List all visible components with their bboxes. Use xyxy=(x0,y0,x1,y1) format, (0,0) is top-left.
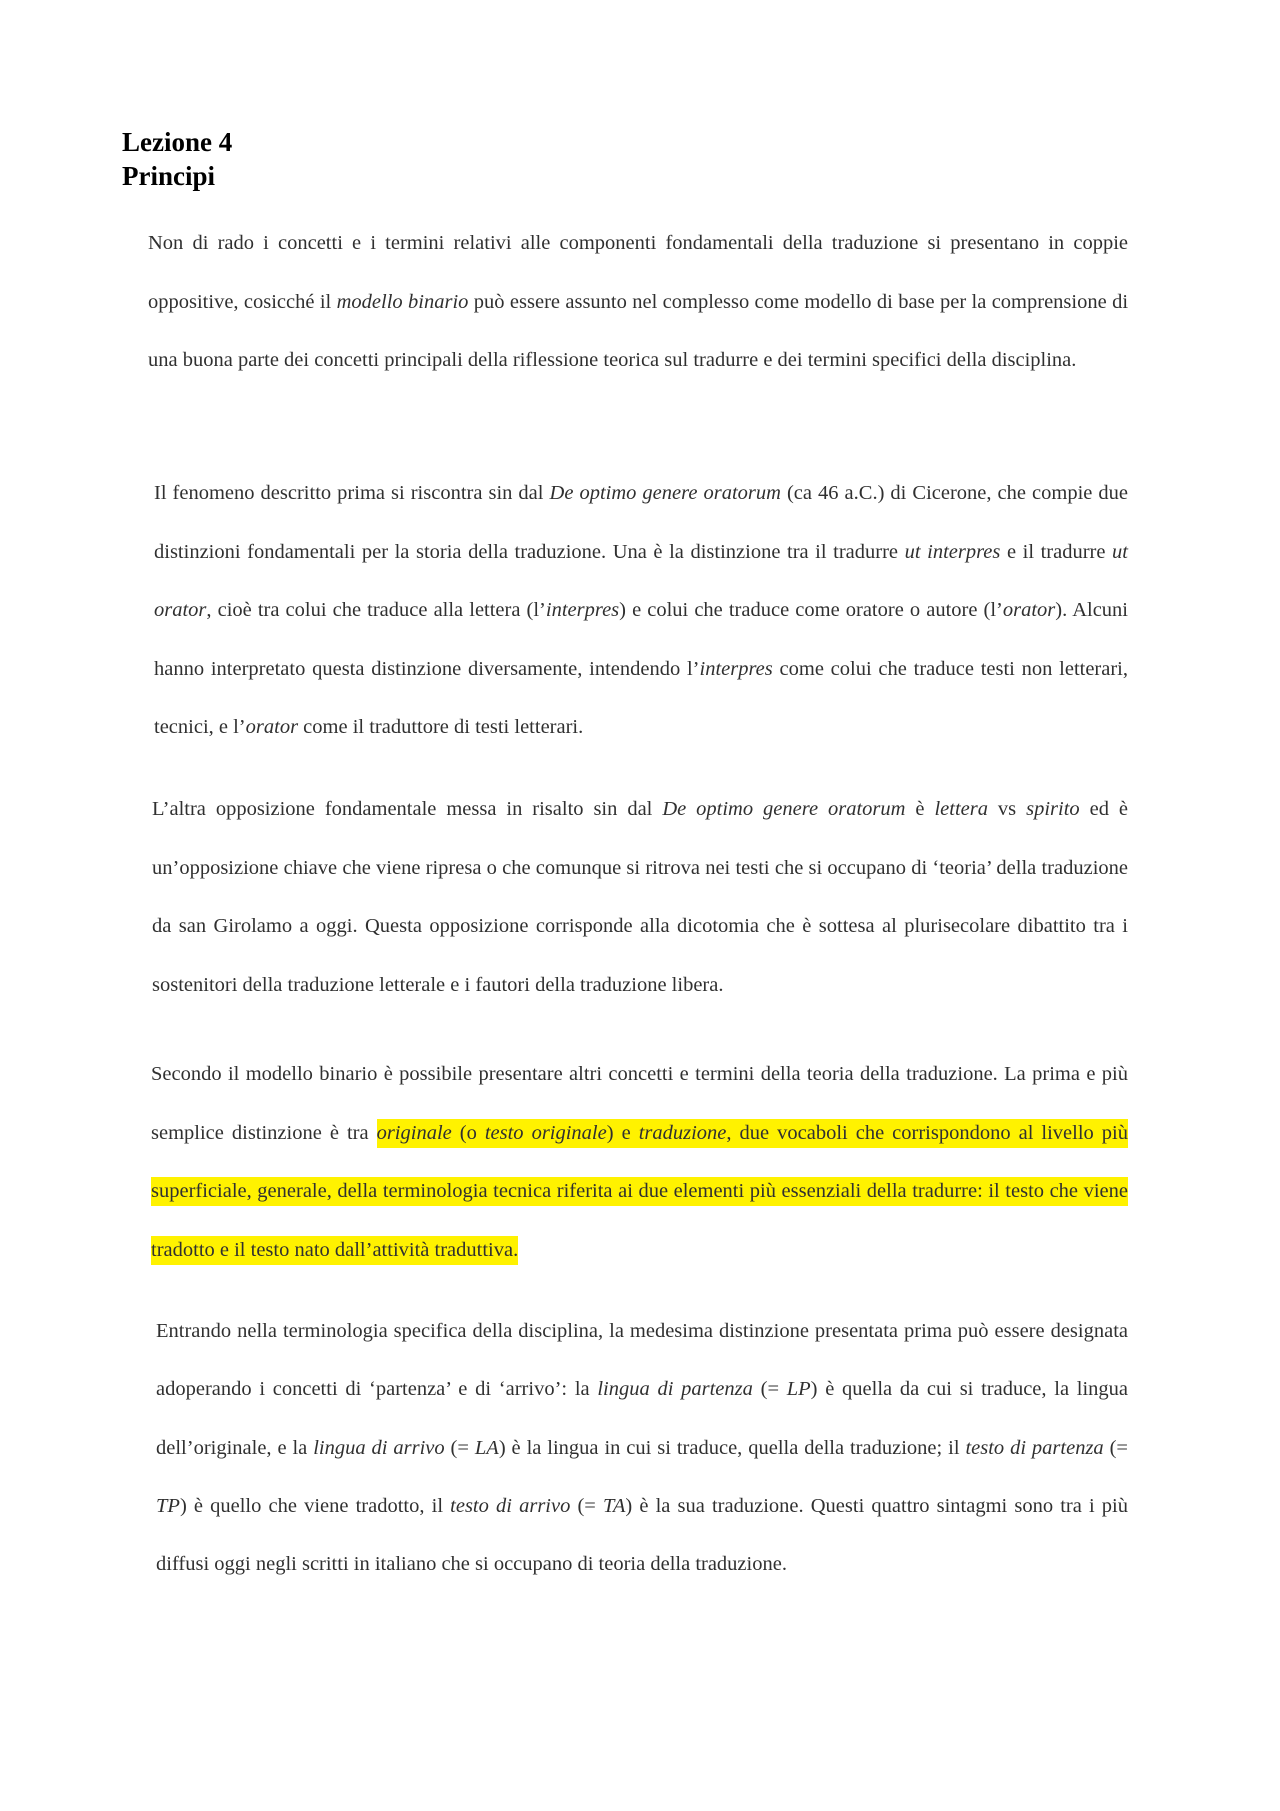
italic-term: ut interpres xyxy=(904,540,1001,563)
italic-term: interpres xyxy=(545,599,620,621)
text-run: come colui che traduce testi non letterari, tecnici, e l’ xyxy=(154,657,1129,738)
italic-term: testo di partenza xyxy=(965,1436,1104,1459)
paragraph-original-vs-translation xyxy=(151,1045,1128,1279)
text-run: ed è un’opposizione chiave che viene ripresa o che comunque si ritrova nei testi che si occupano di ‘teoria’ della traduzione da san Girolamo a oggi. Questa opposizione corrisponde alla dicotomia che è sottesa al plurisecolare dibattito tra i sostenitori della traduzione letterale e i fautori della traduzione libera. xyxy=(152,798,1128,996)
text-run: ) è la sua traduzione. Questi quattro sintagmi sono tra i più diffusi oggi negli scritti in italiano che si occupano di teoria della traduzione. xyxy=(156,1494,1128,1576)
italic-term: ut orator xyxy=(154,540,1128,621)
text-run: Il fenomeno descritto prima si riscontra sin dal xyxy=(154,482,550,504)
italic-term: interpres xyxy=(699,657,773,680)
text-run: Entrando nella terminologia specifica della disciplina, la medesima distinzione presentata prima può essere designata adoperando i concetti di ‘partenza’ e di ‘arrivo’: la xyxy=(156,1320,1128,1401)
text-run: (o xyxy=(451,1121,485,1144)
italic-term: orator xyxy=(245,716,299,738)
italic-term: De optimo genere oratorum xyxy=(662,798,906,820)
text-run: può essere assunto nel complesso come modello di base per la comprensione di una buona parte dei concetti principali della riflessione teorica sul tradurre e dei termini specifici della disciplina. xyxy=(148,290,1129,371)
italic-term: orator xyxy=(1002,599,1056,621)
italic-term: originale xyxy=(376,1121,452,1144)
italic-term: testo originale xyxy=(484,1121,607,1144)
paragraph-binary-model xyxy=(148,214,1128,390)
italic-term: lettera xyxy=(934,798,988,820)
text-run: ) è la lingua in cui si traduce, quella della traduzione; il xyxy=(498,1436,966,1459)
lesson-title-heading: Principi xyxy=(122,161,215,191)
italic-term: lingua di arrivo xyxy=(313,1436,445,1459)
lesson-number-heading: Lezione 4 xyxy=(122,127,233,157)
text-run: (= xyxy=(1103,1436,1128,1459)
text-run: Non di rado i concetti e i termini relativi alle componenti fondamentali della traduzione si presentano in coppie oppositive, cosicché il xyxy=(148,232,1128,313)
text-run: Secondo il modello binario è possibile presentare altri concetti e termini della teoria della traduzione. La prima e più semplice distinzione è tra xyxy=(151,1063,1128,1144)
text-run: e il tradurre xyxy=(1000,540,1113,563)
italic-term: TP xyxy=(156,1494,180,1517)
italic-term: lingua di partenza xyxy=(597,1378,753,1401)
text-run: è xyxy=(905,798,935,820)
text-run: (= xyxy=(444,1436,475,1459)
text-run: ) è quello che viene tradotto, il xyxy=(179,1494,451,1517)
text-run: (= xyxy=(752,1378,787,1401)
text-run: ). Alcuni hanno interpretato questa distinzione diversamente, intendendo l’ xyxy=(154,599,1128,680)
text-run: come il traduttore di testi letterari. xyxy=(298,716,584,738)
italic-term: traduzione xyxy=(638,1121,727,1144)
text-run: ) è quella da cui si traduce, la lingua dell’originale, e la xyxy=(156,1378,1129,1459)
text-run: (= xyxy=(570,1494,603,1517)
text-run: , due vocaboli che corrispondono al livello più superficiale, generale, della terminologia tecnica riferita ai due elementi più essenziali della tradurre: il testo che viene tradotto e il testo nato dall’attività traduttiva. xyxy=(151,1121,1128,1261)
italic-term: testo di arrivo xyxy=(450,1494,571,1517)
text-run: ) e xyxy=(606,1121,639,1144)
italic-term: LP xyxy=(786,1378,811,1401)
italic-term: LA xyxy=(474,1436,499,1459)
italic-term: De optimo genere oratorum xyxy=(549,482,781,504)
text-run: vs xyxy=(987,798,1027,820)
text-run: ) e colui che traduce come oratore o autore (l’ xyxy=(619,599,1003,621)
text-run: (ca 46 a.C.) di Cicerone, che compie due distinzioni fondamentali per la storia della traduzione. Una è la distinzione tra il tradurre xyxy=(154,482,1129,563)
paragraph-cicero xyxy=(154,464,1128,757)
paragraph-letter-vs-spirit xyxy=(152,780,1128,1014)
italic-term: spirito xyxy=(1026,798,1080,820)
italic-term: TA xyxy=(603,1494,626,1517)
italic-term: modello binario xyxy=(336,290,469,313)
text-run: , cioè tra colui che traduce alla lettera (l’ xyxy=(206,599,546,621)
paragraph-source-target-terminology xyxy=(156,1302,1128,1593)
text-run: L’altra opposizione fondamentale messa in risalto sin dal xyxy=(152,798,663,820)
